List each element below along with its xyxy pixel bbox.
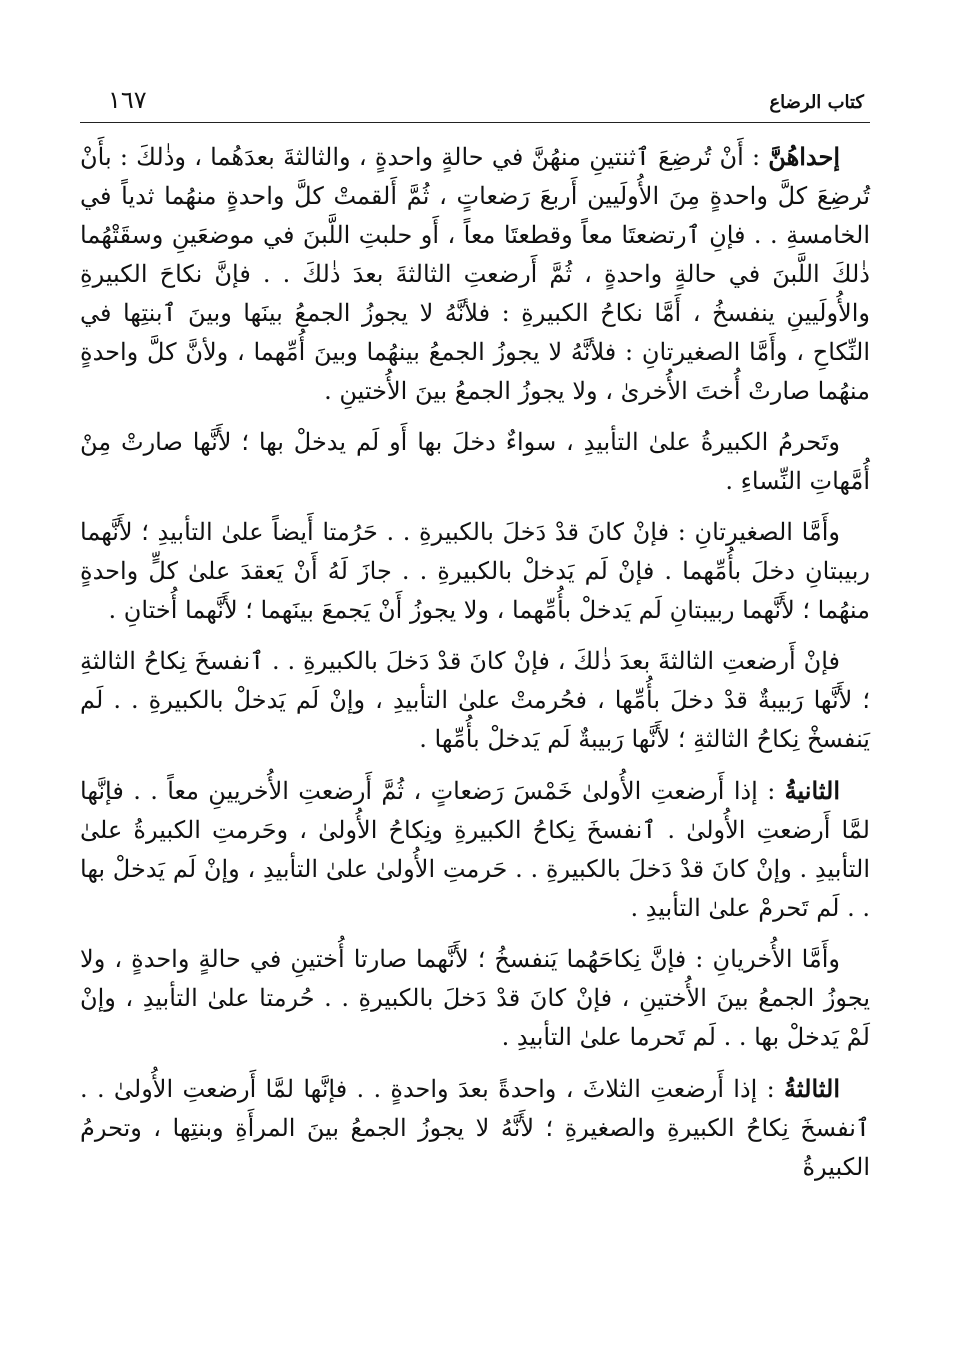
case-heading: الثانيةُ [784,776,840,805]
paragraph [80,642,870,759]
case-heading: إحداهُنَّ [768,142,840,171]
page-number: ١٦٧ [108,86,147,114]
paragraph-text: وأَمَّا الأُخريانِ : فإنَّ نِكاحَهُما يَنفسخُ ؛ لأَنَّهما صارتا أُختينِ في حالةٍ واحدةٍ ، ولا يجوزُ الجمعُ بينَ الأُختينِ ، فإنْ كانَ قدْ دَخلَ بالكبيرةِ . . حُرمتا علىٰ التأبيدِ ، وإنْ لَمْ يَدخلْ بها . . لَم تَحرما علىٰ التأبيدِ . [80,945,870,1051]
book-page [80,70,870,1199]
paragraph [80,513,870,630]
paragraph [80,423,870,501]
paragraph-text: : أَنْ تُرضِعَ ٱثنتينِ منهُنَّ في حالةٍ واحدةٍ ، والثالثةَ بعدَهُما ، وذٰلكَ : بأَنْ تُرضِعَ كلَّ واحدةٍ مِنَ الأُولَيين أَربعَ رَضعاتٍ ، ثُمَّ أَلقمتْ كلَّ واحدةٍ منهُما ثدياً في الخامسةِ . . فإنِ ٱرتضعتَا معاً وقطعتَا معاً ، أَو حلبتِ اللَّبنَ في موضعَينِ وسقَتْهُما ذٰلكَ اللَّبنَ في حالةٍ واحدةٍ ، ثُمَّ أَرضعتِ الثالثةَ بعدَ ذٰلكَ . . فإنَّ نكاحَ الكبيرةِ والأُولَيينِ ينفسخُ ، أَمَّا نكاحُ الكبيرةِ : فلأنَّهُ لا يجوزُ الجمعُ بينَها وبينَ ٱبنتِها في النِّكاحِ ، وأَمَّا الصغيرتانِ : فلأنَّهُ لا يجوزُ الجمعُ بينهُما وبينَ أُمِّهما ، ولأنَّ كلَّ واحدةٍ منهُما صارتْ أُختَ الأُخرىٰ ، ولا يجوزُ الجمعُ بينَ الأُختينِ . [80,143,871,405]
paragraph-text: وأَمَّا الصغيرتانِ : فإنْ كانَ قدْ دَخلَ بالكبيرةِ . . حَرُمتا أَيضاً علىٰ التأبيدِ ؛ لأَنَّهما ربيبتانِ دخلَ بأُمِّهما . فإنْ لَم يَدخلْ بالكبيرةِ . . جازَ لَهُ أَنْ يَعقدَ علىٰ كلٍّ واحدةٍ منهُما ؛ لأَنَّهما ربيبتانِ لَم يَدخلْ بأُمِّهما ، ولا يجوزُ أَنْ يَجمعَ بينَهما ؛ لأَنَّهما أُختانِ . [80,518,870,624]
paragraph-text: وتَحرمُ الكبيرةُ علىٰ التأبيدِ ، سواءٌ دخلَ بها أَو لَم يدخلْ بها ؛ لأَنَّها صارتْ مِنْ أُمَّهاتِ النِّساءِ . [80,428,870,495]
paragraph-text: : إذا أَرضعتِ الثلاثَ ، واحدةً بعدَ واحدةٍ . . فإنَّها لمَّا أَرضعتِ الأُولىٰ . . ٱنفسخَ نِكاحُ الكبيرةِ والصغيرةِ ؛ لأَنَّهُ لا يجوزُ الجمعُ بينَ المرأَةِ وبنتِها ، وتحرمُ الكبيرةُ [80,1075,870,1181]
paragraph-first-case [80,137,870,411]
case-heading: الثالثةُ [784,1074,840,1103]
paragraph-second-case [80,771,870,928]
page-body [80,123,870,1187]
paragraph [80,940,870,1057]
paragraph-third-case [80,1069,870,1187]
page-header [80,70,870,123]
paragraph-text: : إذا أَرضعتِ الأُولىٰ خَمْسَ رَضعاتٍ ، ثُمَّ أَرضعتِ الأُخريينِ معاً . . فإنَّها لمَّا أَرضعتِ الأُولىٰ . ٱنفسخَ نِكاحُ الكبيرةِ ونِكاحُ الأُولىٰ ، وحَرمتِ الكبيرةُ علىٰ التأبيدِ . وإنْ كانَ قدْ دَخلَ بالكبيرةِ . . حَرمتِ الأُولىٰ علىٰ التأبيدِ ، وإنْ لَم يَدخلْ بها . . لَم تَحرمْ علىٰ التأبيدِ . [80,777,870,922]
running-title: كتاب الرضاع [769,92,864,113]
paragraph-text: فإنْ أَرضعتِ الثالثةَ بعدَ ذٰلكَ ، فإنْ كانَ قدْ دَخلَ بالكبيرةِ . . ٱنفسخَ نِكاحُ الثالثةِ ؛ لأَنَّها رَبيبةٌ قدْ دخلَ بأُمِّها ، فحُرمتْ علىٰ التأبيدِ ، وإنْ لَم يَدخلْ بالكبيرةِ . . لَم يَنفسخْ نِكاحُ الثالثةِ ؛ لأَنَّها رَبيبةٌ لَم يَدخلْ بأُمِّها . [80,647,870,753]
